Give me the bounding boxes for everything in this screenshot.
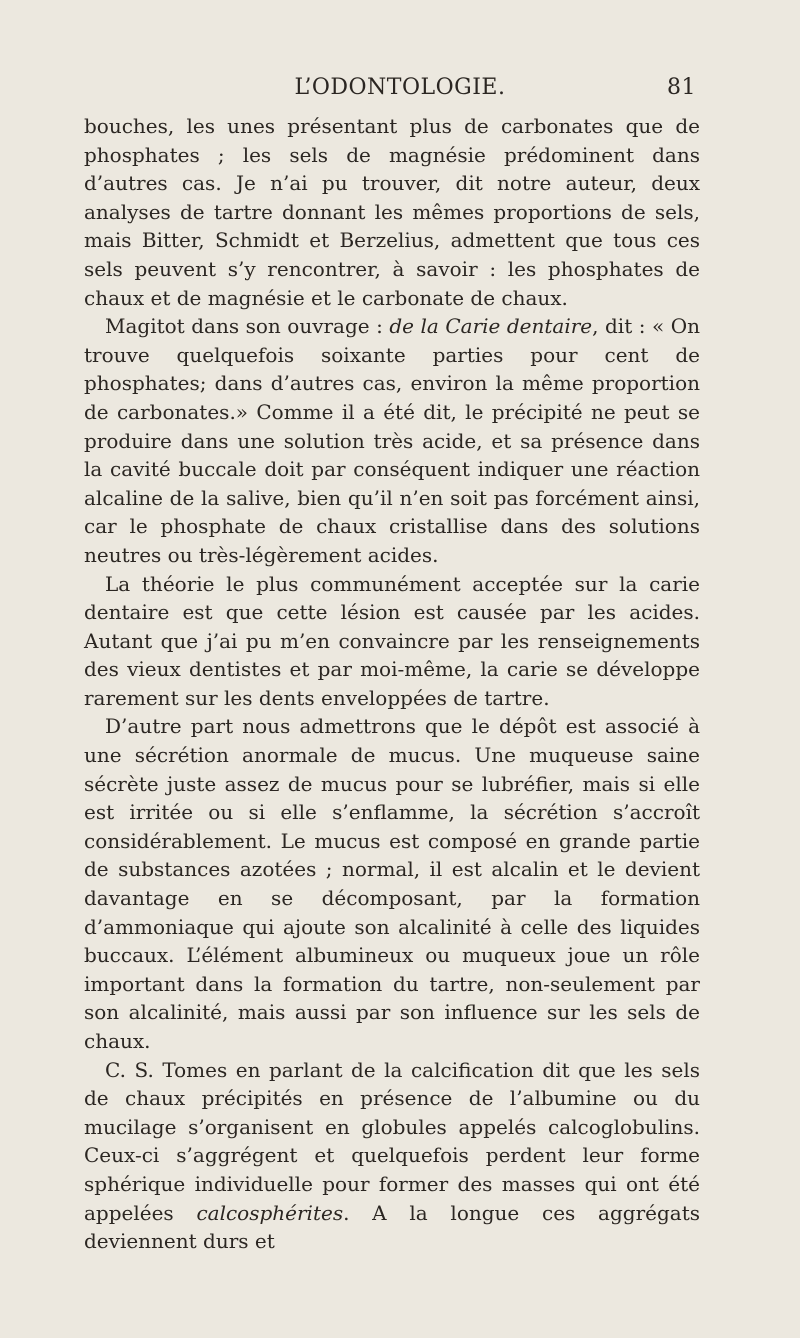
paragraph-4: D’autre part nous admettrons que le dépôt est associé à une sécrétion anormale de mucus. Une muqueuse saine sécrète juste assez de mucus pour se lubréfier, mais si elle est irritée ou si elle s’enflamme, la sécrétion s’accroît considérablement. Le mucus est composé en grande partie de substances azotées ; normal, il est alcalin et le devient davantage en se décomposant, par la formation d’ammoniaque qui ajoute son alcalinité à celle des liquides buccaux. L’élément albumineux ou muqueux joue un rôle important dans la formation du tartre, non-seulement par son alcalinité, mais aussi par son influence sur les sels de chaux. [84,714,700,1053]
paragraph-5: C. S. Tomes en parlant de la calcification dit que les sels de chaux précipités en présence de l’albumine ou du mucilage s’organisent en globules appelés calcoglobulins. Ceux-ci s’aggrégent et quelquefois perdent leur forme sphérique individuelle pour former des masses qui ont été appelées calcosphérites. A la longue ces aggrégats deviennent durs et [84,1057,700,1254]
book-title-italic: de la Carie dentaire [389,314,593,339]
paragraph-1: bouches, les unes présentant plus de carbonates que de phosphates ; les sels de magnésie prédominent dans d’autres cas. Je n’ai pu trouver, dit notre auteur, deux analyses de tartre donnant les mêmes proportions de sels, mais Bitter, Schmidt et Berzelius, admettent que tous ces sels peuvent s’y rencontrer, à savoir : les phosphates de chaux et de magnésie et le carbonate de chaux. [84,114,700,310]
paragraph-2: Magitot dans son ouvrage : de la Carie dentaire, dit : « On trouve quelquefois soixante parties pour cent de phosphates; dans d’autres cas, environ la même proportion de carbonates.» Comme il a été dit, le précipité ne peut se produire dans une solution très acide, et sa présence dans la cavité buccale doit par conséquent indiquer une réaction alcaline de la salive, bien qu’il n’en soit pas forcément ainsi, car le phosphate de chaux cristallise dans des solutions neutres ou très-légèrement acides. [84,314,700,567]
body-text [84,112,700,1256]
page-number: 81 [667,75,696,100]
running-header [100,70,700,106]
term-italic: calcosphérites [196,1200,344,1225]
running-title: L’ODONTOLOGIE. [294,75,506,100]
paragraph-3: La théorie le plus communément acceptée sur la carie dentaire est que cette lésion est causée par les acides. Autant que j’ai pu m’en convaincre par les renseignements des vieux dentistes et par moi-même, la carie se développe rarement sur les dents enveloppées de tartre. [84,571,700,710]
